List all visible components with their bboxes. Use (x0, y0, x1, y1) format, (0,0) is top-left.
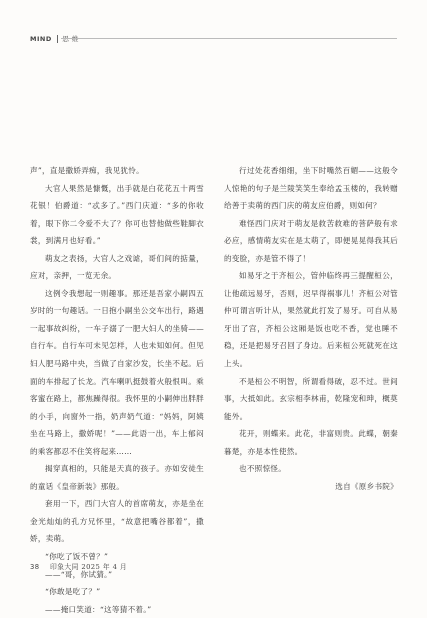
paragraph: “你吃了饭不曾？” (45, 552, 109, 562)
paragraph: 声”，直是撒娇弄痴，我见犹怜。 (30, 166, 144, 175)
right-text-column (224, 162, 398, 495)
paragraph: 行过处花香细细，坐下时嘴然百媚——这般令人惊艳的句子是兰陵笑笑生奉给孟玉楼的，我转赠给善于卖萌的西门庆的萌友应伯爵，则如何？ (224, 166, 398, 211)
paragraph: 大官人果然是慷慨，出手就是白花花五十两雪花银！伯爵道：“忒多了。”西门庆道：“多的你收着，眼下你二令爱不大了？你可也替他做些鞋脚衣裳，到满月也好看。” (30, 183, 204, 246)
paragraph: 套用一下，西门大官人的首席萌友，亦是坐在金光灿灿的孔方兄怀里，“故意把嘴谷都着”，撒娇，卖萌。 (30, 499, 204, 544)
page-footer (30, 561, 127, 571)
header-separator (57, 35, 58, 43)
header-section: 思 维 (62, 35, 79, 43)
left-text-column (30, 162, 204, 618)
paragraph: 如易牙之于齐桓公，管仲临终再三提醒桓公，让他疏远易牙，否则，迟早得祸事儿！齐桓公对管仲可谓言听计从，果然就此打发了易牙。可自从易牙出了宫，齐桓公这厢是饭也吃不香，觉也睡不稳，还是把易牙召回了身边。后来桓公死就死在这上头。 (224, 271, 398, 369)
header-brand: MIND (30, 34, 52, 43)
header-rule (61, 38, 397, 39)
paragraph: ——掩口笑道：“这等猜不着。” (45, 604, 152, 614)
paragraph: 难怪西门庆对于萌友是救苦救难的菩萨般有求必应，感情萌友实在是太萌了，即便晃晃得我其后的变脸，亦是管不得了！ (224, 218, 398, 263)
paragraph: 也不照惊怪。 (239, 464, 287, 474)
paragraph: 不是桓公不明智，所谓看得破，忍不过。世间事，大抵如此。玄宗相李林甫，乾隆宠和珅，概莫能外。 (224, 376, 398, 421)
paragraph: 揭穿真相的，只能是天真的孩子。亦如安徒生的童话《皇帝新装》那般。 (30, 464, 204, 491)
paragraph: ——“哥，你试猜。” (45, 569, 113, 579)
paragraph: 花开，则蝶来。此花，非富则贵。此蝶，朝秦暮楚，亦是本性使然。 (224, 429, 398, 456)
source-attribution: 选自《原乡书院》 (335, 481, 398, 491)
magazine-issue: 印象大同 2025 年 4 月 (50, 563, 128, 571)
paragraph: 这例令我想起一则趣事。那还是吾家小嗣四五岁时的一句趣话。一日抱小嗣坐公交车出行，路遇一起事故纠纷，一车子溺了一肥大妇人的坐骑——自行车。自行车可未见怎样，人也未知如何。但见妇人肥马路中央，当做了自家沙发，长坐不起。后面的车排起了长龙。汽车喇叭挺鼓着火般恨叫。乘客蜜在路上，都焦躁得很。我怀里的小嗣伸出胖胖的小手，向窗外一指，奶声奶气道：“妈妈，阿姨坐在马路上，撒娇呢！”——此语一出，车上郁闷的乘客都忍不住笑将起来…… (30, 288, 204, 456)
paragraph: “你敢是吃了？” (45, 587, 101, 597)
paragraph: 萌友之表扬，大官人之戏谑，哥们间的掂量，应对，亲押，一览无余。 (30, 253, 204, 281)
page-number: 38 (30, 563, 40, 571)
